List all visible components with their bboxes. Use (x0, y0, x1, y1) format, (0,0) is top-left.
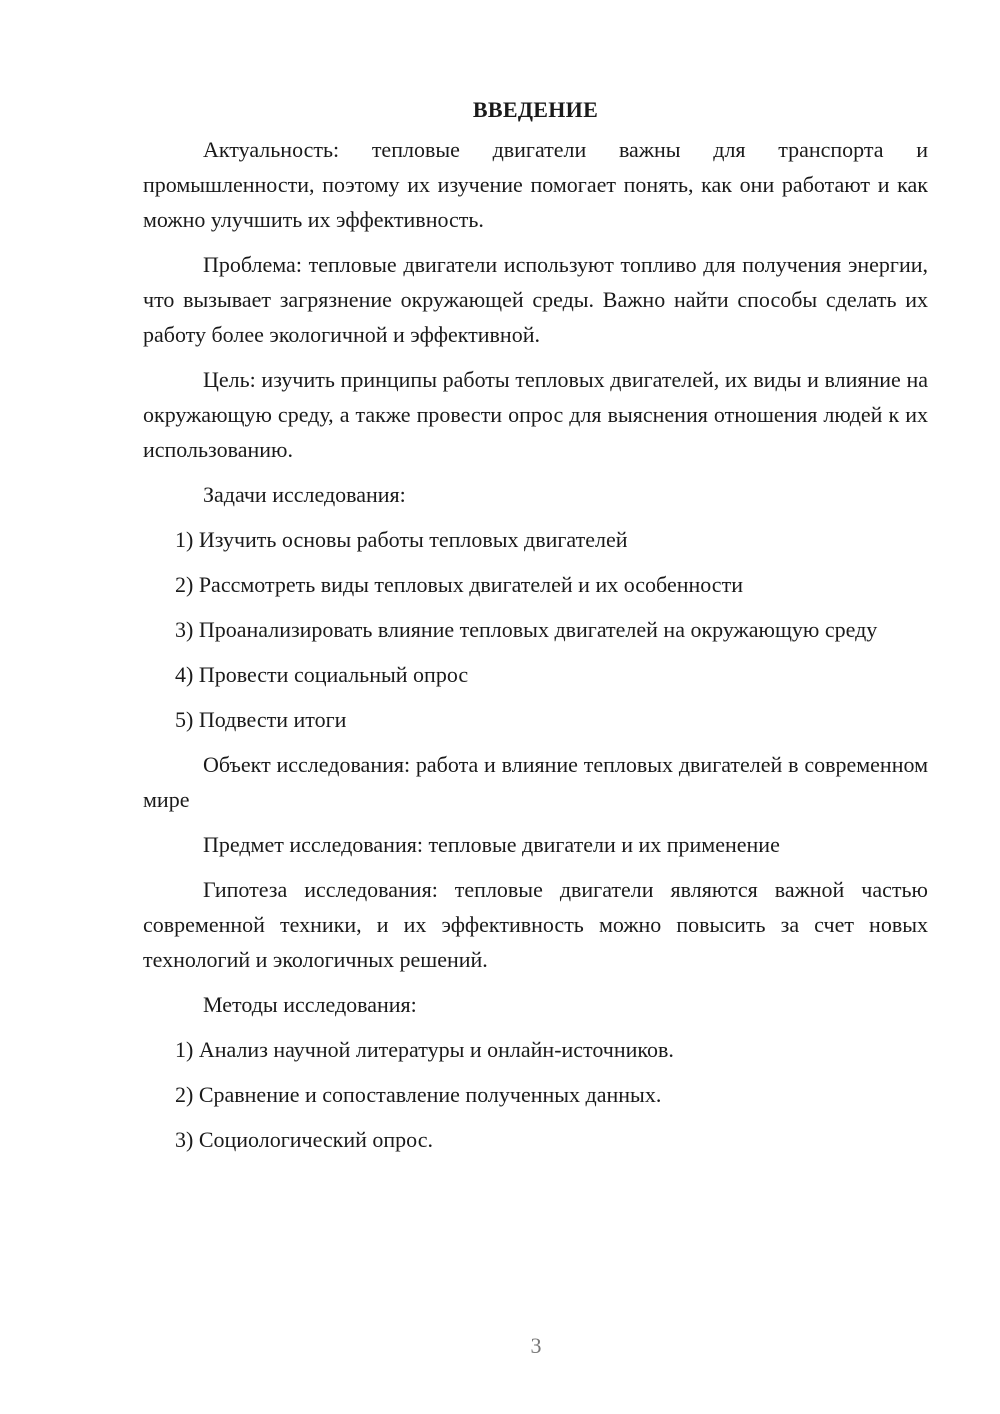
subject-paragraph: Предмет исследования: тепловые двигатели и их применение (203, 832, 780, 857)
object-paragraph: Объект исследования: работа и влияние тепловых двигателей в современном мире (143, 752, 928, 812)
problem-paragraph: Проблема: тепловые двигатели используют топливо для получения энергии, что вызывает загрязнение окружающей среды. Важно найти способы сделать их работу более экологичной и эффективной. (143, 252, 928, 347)
task-item: 5) Подвести итоги (175, 707, 347, 732)
task-item: 2) Рассмотреть виды тепловых двигателей и их особенности (175, 572, 743, 597)
task-item: 3) Проанализировать влияние тепловых двигателей на окружающую среду (175, 617, 878, 642)
method-item: 1) Анализ научной литературы и онлайн-источников. (175, 1037, 674, 1062)
section-title: ВВЕДЕНИЕ (472, 97, 599, 122)
page-number: 3 (530, 1333, 542, 1358)
methods-heading: Методы исследования: (203, 992, 417, 1017)
hypothesis-paragraph: Гипотеза исследования: тепловые двигатели являются важной частью современной техники, и их эффективность можно повысить за счет новых технологий и экологичных решений. (143, 877, 928, 972)
document-page (143, 92, 928, 1167)
method-item: 2) Сравнение и сопоставление полученных данных. (175, 1082, 662, 1107)
task-item: 4) Провести социальный опрос (175, 662, 469, 687)
method-item: 3) Социологический опрос. (175, 1127, 433, 1152)
relevance-paragraph: Актуальность: тепловые двигатели важны для транспорта и промышленности, поэтому их изучение помогает понять, как они работают и как можно улучшить их эффективность. (143, 137, 928, 232)
tasks-heading: Задачи исследования: (203, 482, 406, 507)
goal-paragraph: Цель: изучить принципы работы тепловых двигателей, их виды и влияние на окружающую среду, а также провести опрос для выяснения отношения людей к их использованию. (143, 367, 928, 462)
task-item: 1) Изучить основы работы тепловых двигателей (175, 527, 628, 552)
